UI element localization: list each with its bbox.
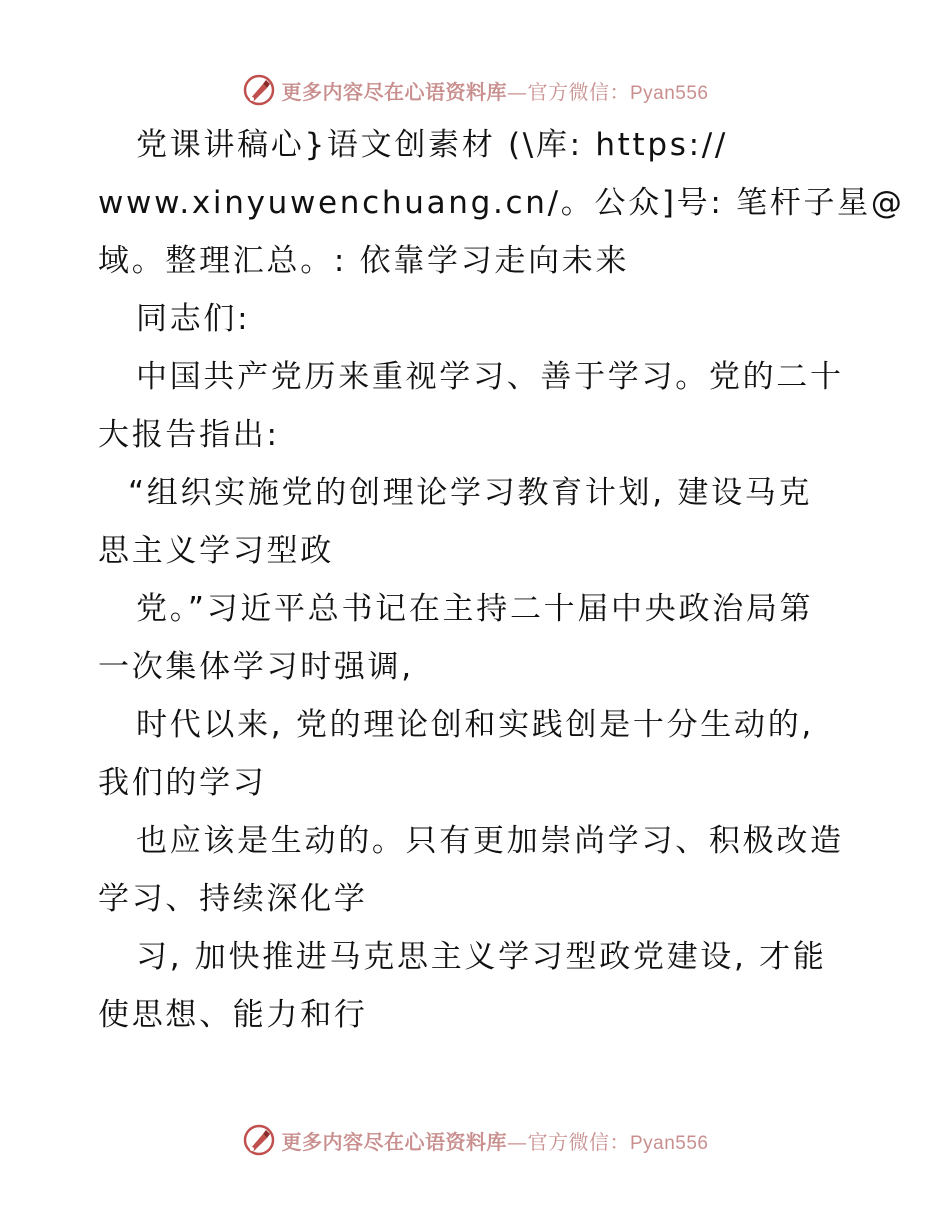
watermark-text xyxy=(281,1126,708,1155)
watermark-wechat-id: Pyan556 xyxy=(629,1132,709,1154)
footer-watermark xyxy=(0,1120,950,1160)
paragraph-line: www.xinyuwenchuang.cn/。公众]号: 笔杆子星@ xyxy=(98,185,905,221)
paragraph-line: 时代以来, 党的理论创和实践创是十分生动的, xyxy=(136,707,814,743)
watermark-wechat-label: 官方微信： xyxy=(527,79,630,104)
pen-logo-icon xyxy=(241,1122,277,1158)
paragraph-line: 大报告指出: xyxy=(98,417,280,453)
paragraph-line: 也应该是生动的。只有更加崇尚学习、积极改造 xyxy=(136,823,844,859)
watermark-brand: 更多内容尽在心语资料库 xyxy=(281,1129,507,1154)
watermark-dash: — xyxy=(506,1129,528,1154)
pen-logo-icon xyxy=(241,72,277,108)
paragraph-line: 我们的学习 xyxy=(98,765,267,801)
watermark-wechat-id: Pyan556 xyxy=(629,82,709,104)
watermark-dash: — xyxy=(506,79,528,104)
paragraph-line: 习, 加快推进马克思主义学习型政党建设, 才能 xyxy=(136,939,827,975)
paragraph-line: 学习、持续深化学 xyxy=(98,881,368,917)
paragraph-line: 党。”习近平总书记在主持二十届中央政治局第 xyxy=(136,591,814,627)
paragraph-line: 使思想、能力和行 xyxy=(98,997,368,1033)
paragraph-line: 中国共产党历来重视学习、善于学习。党的二十 xyxy=(136,359,844,395)
header-watermark xyxy=(0,70,950,110)
paragraph-line: “组织实施党的创理论学习教育计划, 建设马克 xyxy=(128,475,813,511)
paragraph-line: 思主义学习型政 xyxy=(98,533,334,569)
watermark-brand: 更多内容尽在心语资料库 xyxy=(281,79,507,104)
paragraph-line: 一次集体学习时强调, xyxy=(98,649,414,685)
watermark-text xyxy=(281,76,708,105)
paragraph-line: 域。整理汇总。: 依靠学习走向未来 xyxy=(98,243,630,279)
watermark-wechat-label: 官方微信： xyxy=(527,1129,630,1154)
salutation: 同志们: xyxy=(136,301,251,337)
paragraph-line: 党课讲稿心}语文创素材 (\库: https:// xyxy=(136,127,729,163)
